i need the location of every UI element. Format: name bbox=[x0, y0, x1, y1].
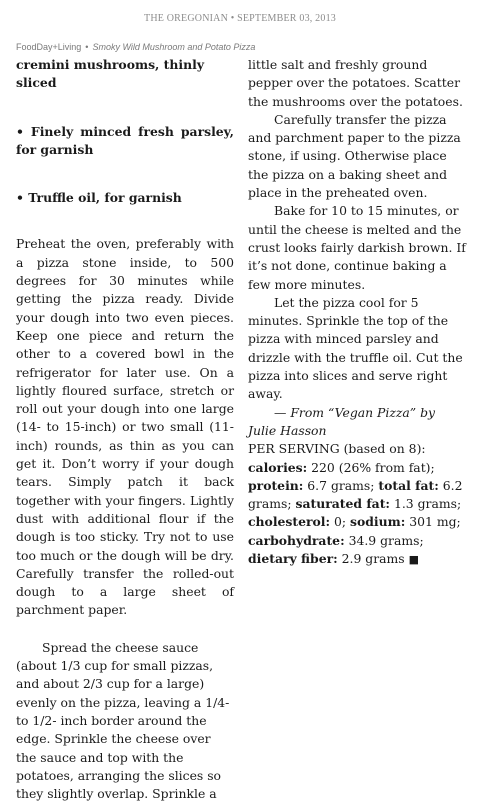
instructions-continuation: little salt and freshly ground pepper over the potatoes. Scatter the mushrooms over the potatoes. bbox=[248, 57, 463, 109]
saturated-fat-label: saturated fat: bbox=[295, 496, 391, 512]
instructions-paragraph-4: Bake for 10 to 15 minutes, or until the cheese is melted and the crust looks fairly darkish brown. If it’s not done, continue baking a few more minutes. bbox=[248, 203, 466, 292]
instructions-paragraph-5: Let the pizza cool for 5 minutes. Sprinkle the top of the pizza with minced parsley and drizzle with the truffle oil. Cut the pizza into slices and serve right away. bbox=[248, 294, 463, 402]
masthead: THE OREGONIAN • SEPTEMBER 03, 2013 bbox=[144, 13, 336, 24]
breadcrumb bbox=[16, 42, 255, 52]
nutrition-intro: PER SERVING (based on 8): bbox=[248, 441, 426, 457]
instructions-paragraph-2: Spread the cheese sauce (about 1/3 cup for small pizzas, and about 2/3 cup for a large) evenly on the pizza, leaving a 1/4- to 1/2- inch border around the edge. Sprinkle the cheese over the sauce and top with the potatoes, arranging the slices so they slightly overlap. Sprinkle a bbox=[16, 639, 230, 802]
breadcrumb-separator: • bbox=[85, 42, 89, 52]
right-column bbox=[248, 56, 466, 569]
total-fat-value: 6.2 grams; bbox=[248, 477, 463, 512]
cholesterol-label: cholesterol: bbox=[248, 514, 331, 530]
carbohydrate-value: 34.9 grams; bbox=[344, 532, 424, 548]
saturated-fat-value: 1.3 grams; bbox=[390, 496, 462, 512]
nutrition-info bbox=[248, 440, 466, 569]
dietary-fiber-label: dietary fiber: bbox=[248, 551, 338, 567]
ingredient-cremini: cremini mushrooms, thinly sliced bbox=[16, 57, 205, 91]
dietary-fiber-value: 2.9 grams bbox=[337, 551, 409, 567]
calories-value: 220 (26% from fat); bbox=[307, 459, 435, 475]
protein-value: 6.7 grams; bbox=[303, 477, 379, 493]
carbohydrate-label: carbohydrate: bbox=[248, 532, 345, 548]
breadcrumb-article-title: Smoky Wild Mushroom and Potato Pizza bbox=[92, 42, 256, 52]
breadcrumb-section-link[interactable]: FoodDay+Living bbox=[16, 42, 82, 52]
instructions-paragraph-3: Carefully transfer the pizza and parchment paper to the pizza stone, if using. Otherwise place the pizza on a baking sheet and place in the preheated oven. bbox=[248, 111, 461, 201]
ingredient-truffle-oil: • Truffle oil, for garnish bbox=[16, 190, 182, 206]
calories-label: calories: bbox=[248, 459, 308, 475]
end-of-article-mark: ■ bbox=[408, 553, 419, 567]
cholesterol-value: 0; bbox=[330, 514, 351, 530]
recipe-attribution: — From “Vegan Pizza” by Julie Hasson bbox=[248, 404, 436, 438]
protein-label: protein: bbox=[248, 477, 304, 493]
sodium-value: 301 mg; bbox=[405, 514, 461, 530]
total-fat-label: total fat: bbox=[378, 477, 439, 493]
left-column bbox=[16, 56, 234, 803]
instructions-paragraph-1: Preheat the oven, preferably with a pizza stone inside, to 500 degrees for 30 minutes while getting the pizza ready. Divide your dough into two even pieces. Keep one piece and return the other to a covered bowl in the refrigerator for later use. On a lightly floured surface, stretch or roll out your dough into one large (14- to 15-inch) or two small (11-inch) rounds, as thin as you can get it. Don’t worry if your dough tears. Simply patch it back together with your fingers. Lightly dust with additional flour if the dough is too sticky. Try not to use too much or the dough will be dry. Carefully transfer the rolled-out dough to a large sheet of parchment paper. bbox=[16, 236, 234, 618]
sodium-label: sodium: bbox=[350, 514, 406, 530]
ingredient-parsley: • Finely minced fresh parsley, for garnish bbox=[16, 123, 234, 157]
